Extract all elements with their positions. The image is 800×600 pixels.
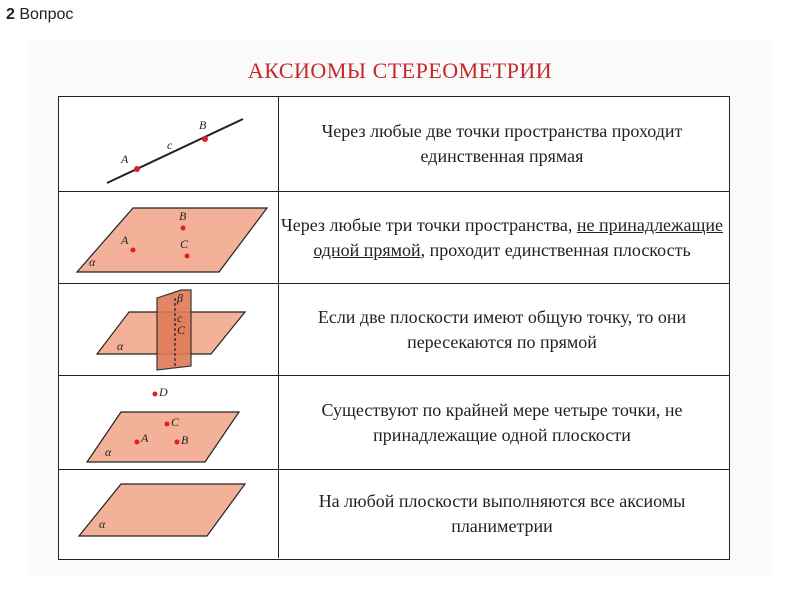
label-b: B (199, 118, 207, 132)
axiom-2-text-underlined: не принадлежащие одной прямой (313, 214, 723, 260)
label-b: B (179, 209, 187, 223)
figure-intersecting-planes (59, 284, 279, 375)
point-b (181, 226, 186, 231)
axiom-row-1 (59, 97, 729, 191)
label-c: C (180, 237, 189, 251)
label-a: A (121, 152, 129, 166)
axiom-row-5 (59, 469, 729, 558)
axiom-text-2 (281, 192, 723, 283)
point-a (134, 166, 140, 172)
page-title: АКСИОМЫ СТЕРЕОМЕТРИИ (247, 58, 553, 83)
axiom-5-text: На любой плоскости выполняются все аксиомы планиметрии (318, 491, 686, 536)
axiom-row-3 (59, 283, 729, 375)
line-c (107, 119, 243, 183)
question-number: 2 (6, 6, 15, 23)
axiom-3-text: Если две плоскости имеют общую точку, то они пересекаются по прямой (317, 306, 687, 352)
axiom-text-5 (281, 470, 723, 558)
point-c (165, 422, 170, 427)
plane-alpha (77, 208, 267, 272)
axiom-text-4 (281, 376, 723, 469)
plane-figure (59, 470, 279, 559)
question-header (6, 6, 73, 24)
plane-figure (59, 192, 279, 284)
axiom-1-text: Через любые две точки пространства проходит единственная прямая (321, 121, 683, 166)
label-beta: β (177, 291, 183, 305)
figure-single-plane (59, 470, 279, 558)
question-label: Вопрос (19, 6, 74, 23)
axiom-row-2 (59, 191, 729, 283)
label-alpha: α (117, 339, 124, 353)
point-b (202, 136, 208, 142)
axiom-4-text: Существуют по крайней мере четыре точки, не принадлежащие одной плоскости (321, 399, 683, 445)
axiom-text-3 (281, 284, 723, 375)
point-d (153, 392, 158, 397)
axioms-table (58, 96, 730, 560)
point-b (175, 440, 180, 445)
figure-line-through-two-points (59, 97, 279, 191)
label-d: D (159, 385, 168, 399)
label-c-point: C (177, 323, 186, 337)
label-c: C (171, 415, 180, 429)
label-b: B (181, 433, 189, 447)
axiom-2-text (281, 213, 723, 263)
axiom-row-4 (59, 375, 729, 469)
point-a (131, 248, 136, 253)
label-a: A (141, 431, 149, 445)
label-alpha: α (89, 255, 96, 269)
point-a (135, 440, 140, 445)
planes-figure (59, 284, 279, 376)
label-alpha: α (99, 517, 106, 531)
four-points-figure (59, 376, 279, 470)
label-alpha: α (105, 445, 112, 459)
axiom-text-1 (281, 97, 723, 191)
line-figure (59, 97, 279, 191)
label-c: c (167, 138, 173, 152)
axiom-2-text-end: , проходит единственная плоскость (420, 239, 691, 260)
axiom-2-text-start: Через любые три точки пространства, (281, 214, 573, 235)
figure-plane-three-points (59, 192, 279, 283)
label-a: A (121, 233, 129, 247)
figure-four-points (59, 376, 279, 469)
label-c-line: c (177, 311, 183, 325)
point-c (185, 254, 190, 259)
plane-beta (157, 290, 191, 370)
